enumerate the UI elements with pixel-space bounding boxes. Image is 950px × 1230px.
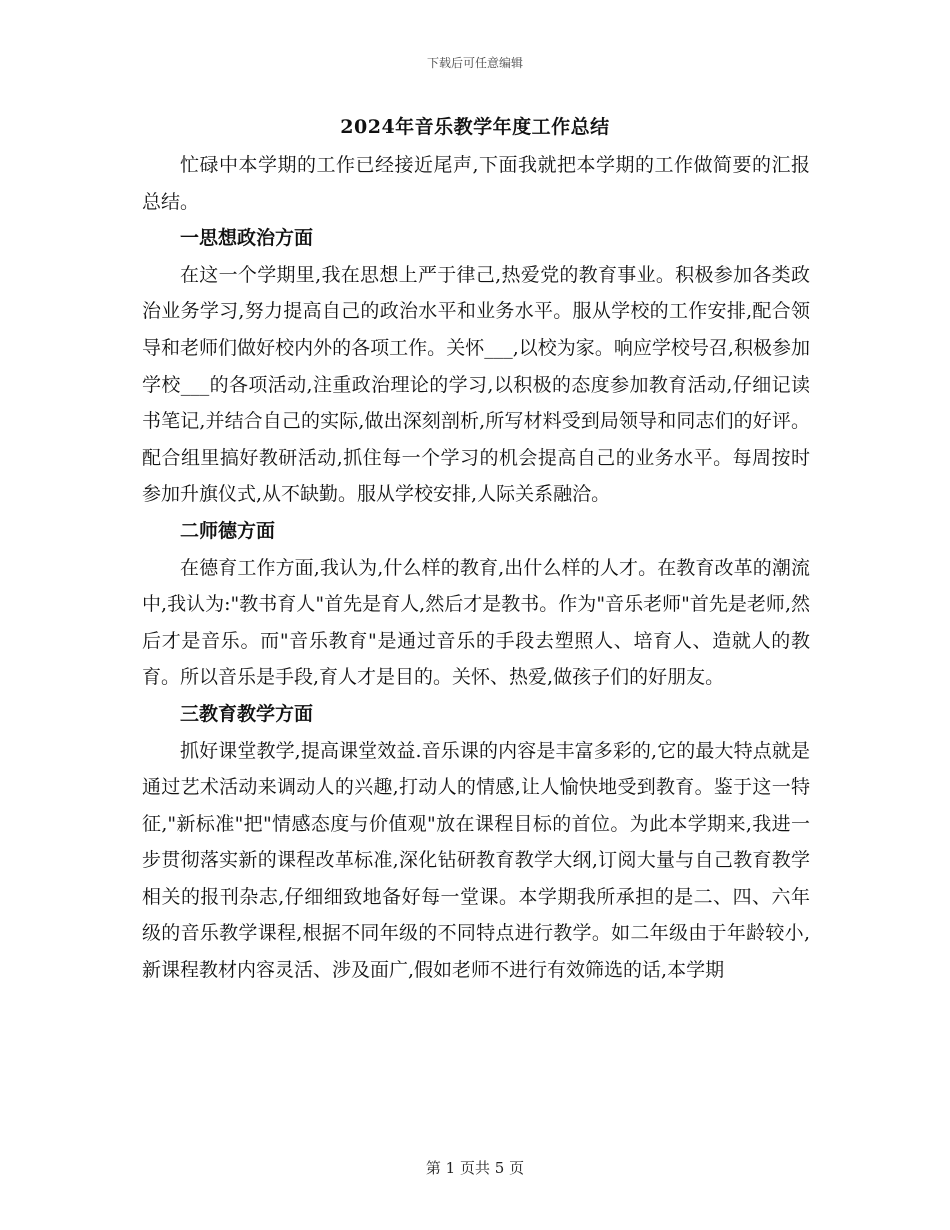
document-body — [142, 147, 810, 989]
section-heading-politics: 一思想政治方面 — [180, 227, 314, 250]
document-title: 2024年音乐教学年度工作总结 — [340, 116, 610, 138]
section-heading-teaching: 三教育教学方面 — [180, 702, 314, 725]
section-body-politics: 在这一个学期里,我在思想上严于律己,热爱党的教育事业。积极参加各类政治业务学习,努力提高自己的政治水平和业务水平。服从学校的工作安排,配合领导和老师们做好校内外的各项工作。关怀___,以校为家。响应学校号召,积极参加学校___的各项活动,注重政治理论的学习,以积极的态度参加教育活动,仔细记读书笔记,并结合自己的实际,做出深刻剖析,所写材料受到局领导和同志们的好评。配合组里搞好教研活动,抓住每一个学习的机会提高自己的业务水平。每周按时参加升旗仪式,从不缺勤。服从学校安排,人际关系融洽。 — [142, 263, 810, 506]
section-body-teaching: 抓好课堂教学,提高课堂效益.音乐课的内容是丰富多彩的,它的最大特点就是通过艺术活动来调动人的兴趣,打动人的情感,让人愉快地受到教育。鉴于这一特征,"新标准"把"情感态度与价值观"放在课程目标的首位。为此本学期来,我进一步贯彻落实新的课程改革标准,深化钻研教育教学大纲,订阅大量与自己教育教学相关的报刊杂志,仔细细致地备好每一堂课。本学期我所承担的是二、四、六年级的音乐教学课程,根据不同年级的不同特点进行教学。如二年级由于年龄较小,新课程教材内容灵活、涉及面广,假如老师不进行有效筛选的话,本学期 — [142, 739, 810, 982]
page-footer: 第 1 页共 5 页 — [425, 1159, 525, 1177]
intro-paragraph: 忙碌中本学期的工作已经接近尾声,下面我就把本学期的工作做简要的汇报总结。 — [142, 154, 810, 213]
header-note: 下载后可任意编辑 — [426, 56, 523, 70]
section-body-ethics: 在德育工作方面,我认为,什么样的教育,出什么样的人才。在教育改革的潮流中,我认为:"教书育人"首先是育人,然后才是教书。作为"音乐老师"首先是老师,然后才是音乐。而"音乐教育"是通过音乐的手段去塑照人、培育人、造就人的教育。所以音乐是手段,育人才是目的。关怀、热爱,做孩子们的好朋友。 — [142, 556, 810, 689]
section-heading-ethics: 二师德方面 — [180, 519, 276, 542]
